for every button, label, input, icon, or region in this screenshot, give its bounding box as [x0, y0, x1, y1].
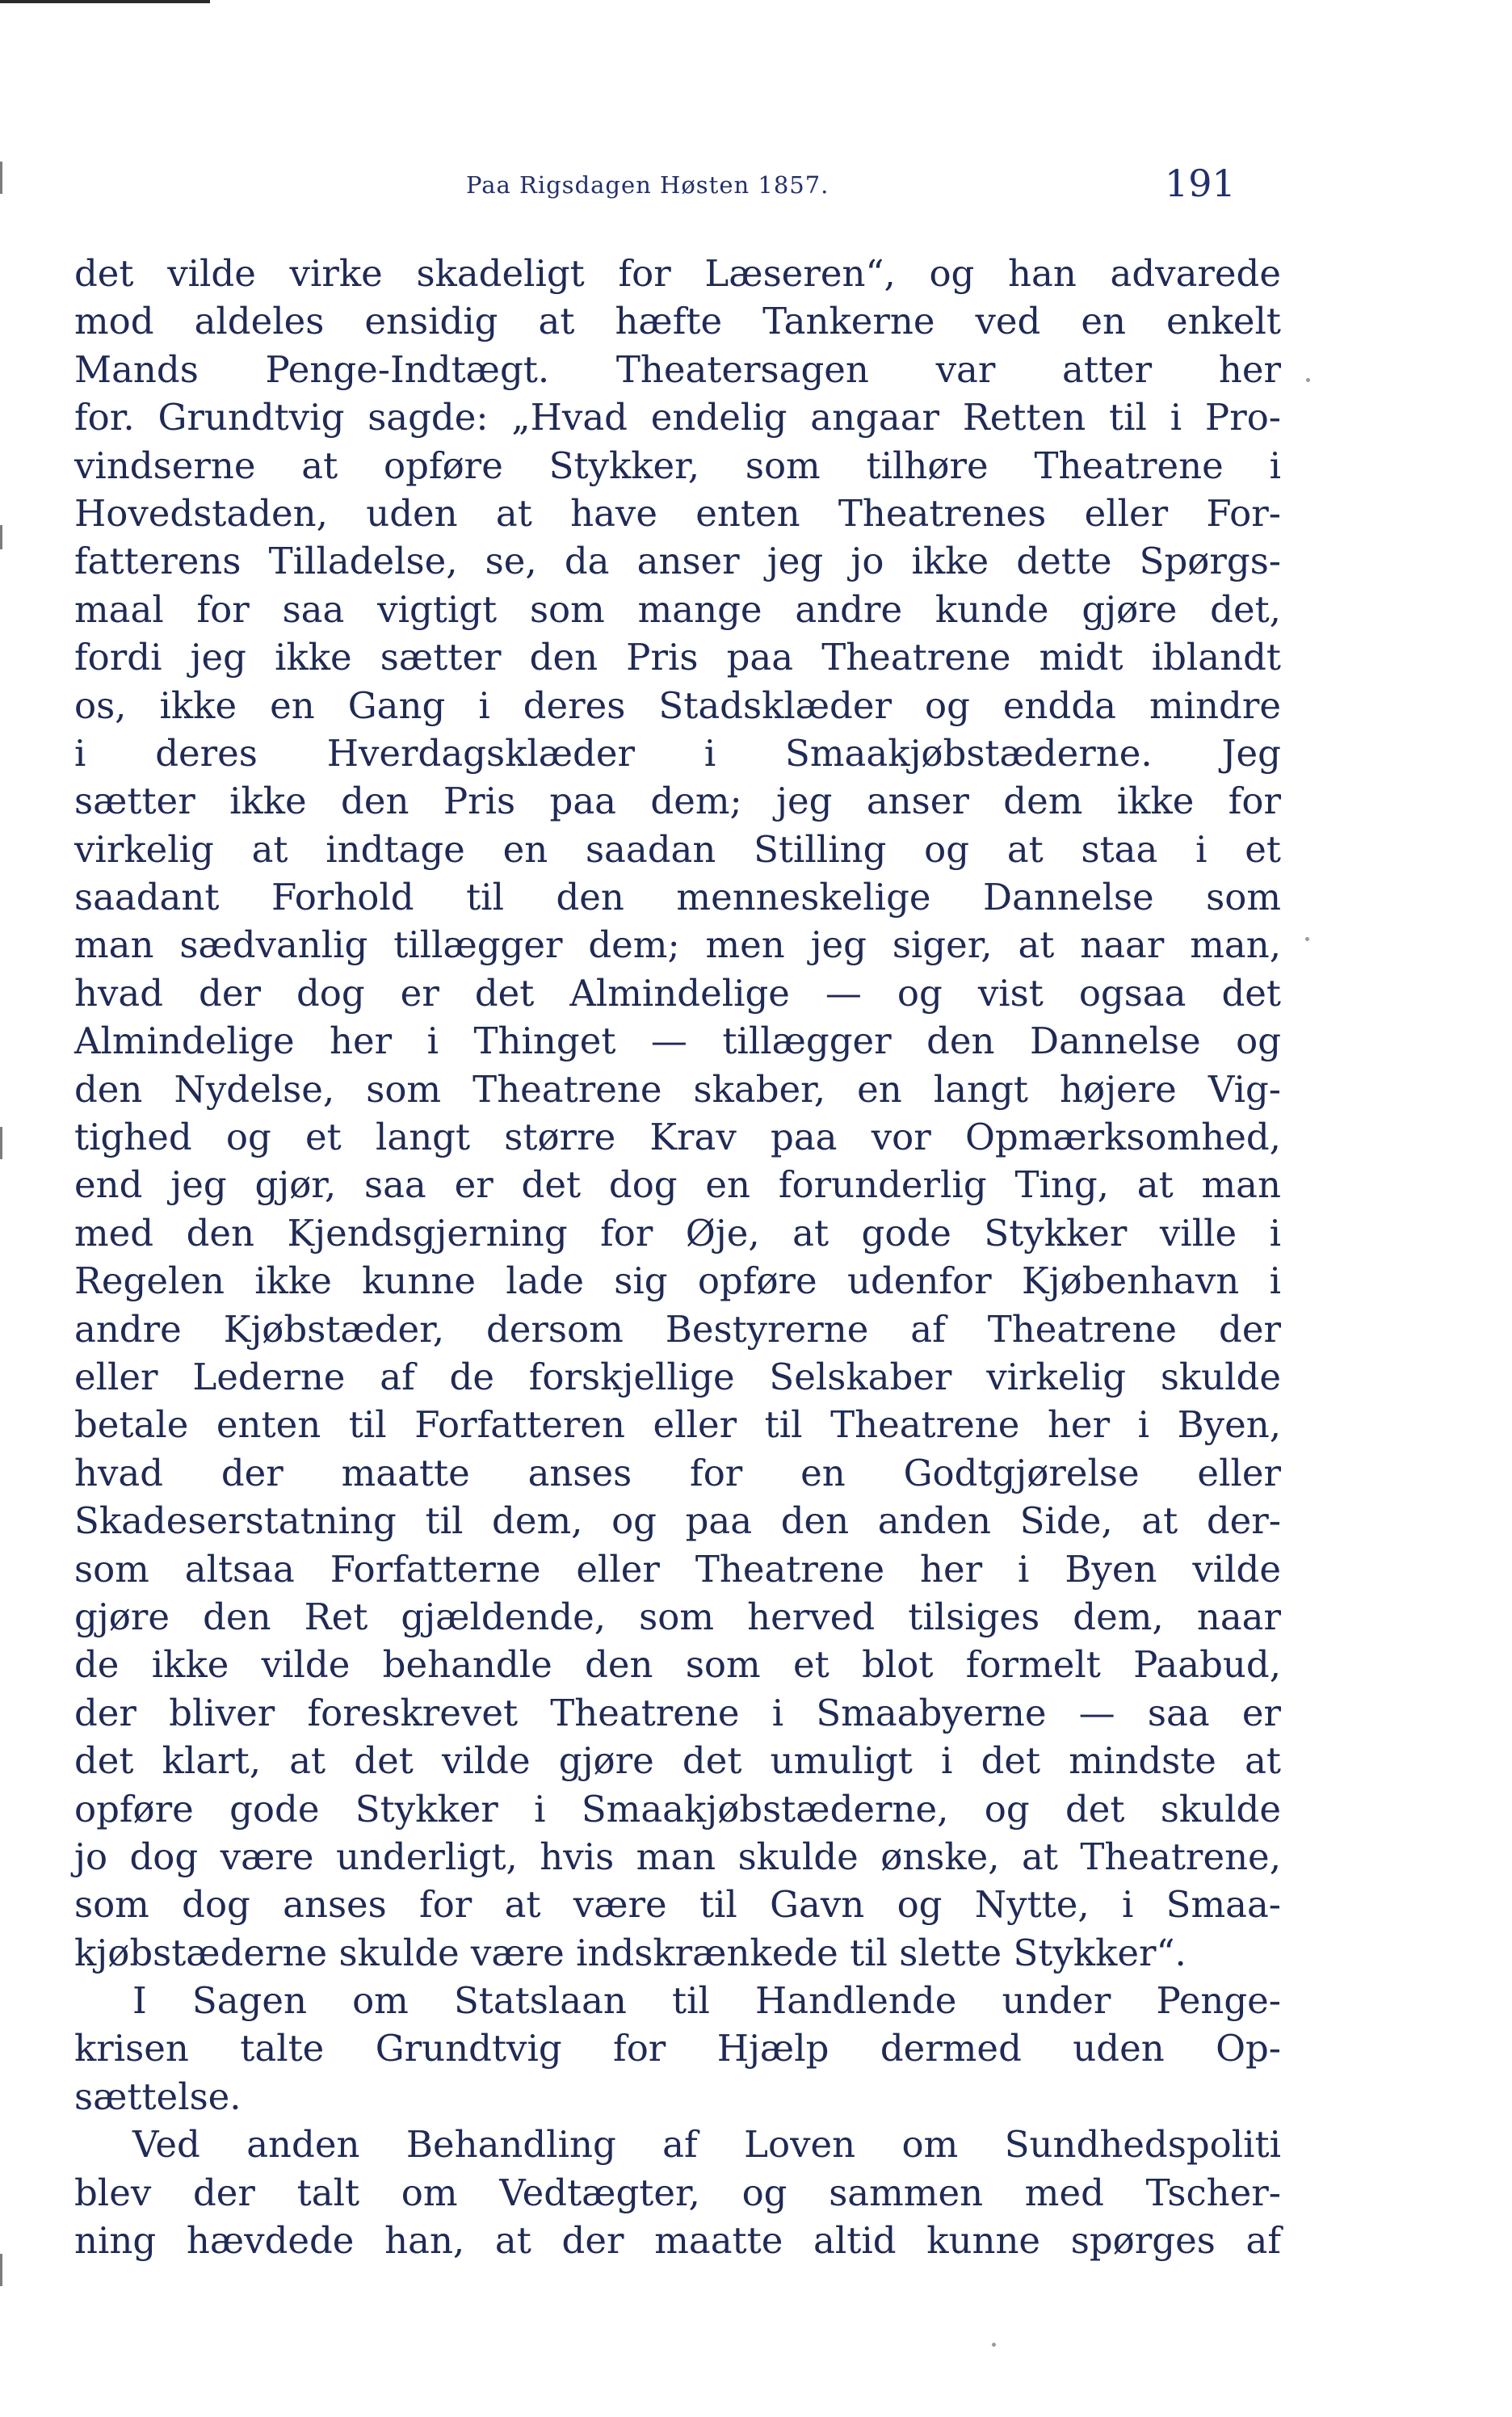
text-line: mod aldeles ensidig at hæfte Tankerne ved en enkelt	[74, 300, 1281, 343]
text-line: maal for saa vigtigt som mange andre kunde gjøre det,	[74, 587, 1281, 631]
text-line: med den Kjendsgjerning for Øje, at gode Stykker ville i	[74, 1211, 1281, 1255]
text-line: opføre gode Stykker i Smaakjøbstæderne, og det skulde	[74, 1787, 1281, 1831]
speck-dot	[992, 2343, 996, 2347]
text-line: kjøbstæderne skulde være indskrænkede til slette Stykker“.	[74, 1931, 1186, 1974]
text-line: som altsaa Forfatterne eller Theatrene her i Byen vilde	[74, 1547, 1281, 1591]
text-line: tighed og et langt større Krav paa vor Opmærksomhed,	[74, 1116, 1281, 1159]
text-line: andre Kjøbstæder, dersom Bestyrerne af Theatrene der	[74, 1307, 1281, 1351]
text-line: Almindelige her i Thinget — tillægger den Dannelse og	[74, 1019, 1281, 1063]
text-line: i deres Hverdagsklæder i Smaakjøbstæderne. Jeg	[74, 731, 1281, 775]
text-line: Ved anden Behandling af Loven om Sundhedspoliti	[132, 2123, 1281, 2167]
text-line: det vilde virke skadeligt for Læseren“, og han advarede	[74, 252, 1281, 295]
running-head: Paa Rigsdagen Høsten 1857.	[466, 171, 830, 199]
text-line: vindserne at opføre Stykker, som tilhøre Theatrene i	[74, 443, 1281, 487]
text-line: den Nydelse, som Theatrene skaber, en langt højere Vig-	[74, 1067, 1281, 1111]
corner-scan-mark	[0, 0, 210, 3]
text-line: ning hævdede han, at der maatte altid kunne spørges af	[74, 2219, 1281, 2263]
text-line: eller Lederne af de forskjellige Selskaber virkelig skulde	[74, 1355, 1281, 1398]
text-line: jo dog være underligt, hvis man skulde ønske, at Theatrene,	[74, 1835, 1281, 1878]
left-edge-mark	[0, 525, 2, 549]
text-line: fordi jeg ikke sætter den Pris paa Theatrene midt iblandt	[74, 636, 1281, 679]
text-line: virkelig at indtage en saadan Stilling og at staa i et	[74, 827, 1281, 871]
text-line: det klart, at det vilde gjøre det umuligt i det mindste at	[74, 1739, 1281, 1783]
page-number: 191	[1165, 162, 1236, 205]
text-line: end jeg gjør, saa er det dog en forunderlig Ting, at man	[74, 1163, 1281, 1207]
left-edge-mark	[0, 162, 2, 194]
text-line: sættelse.	[74, 2074, 242, 2118]
left-edge-mark	[0, 2254, 2, 2286]
text-line: fatterens Tilladelse, se, da anser jeg jo ikke dette Spørgs-	[74, 540, 1281, 583]
text-line: man sædvanlig tillægger dem; men jeg siger, at naar man,	[74, 923, 1281, 967]
text-line: Skadeserstatning til dem, og paa den anden Side, at der-	[74, 1499, 1281, 1543]
text-line: Mands Penge-Indtægt. Theatersagen var atter her	[74, 347, 1281, 391]
speck-dot	[1306, 378, 1310, 382]
text-line: os, ikke en Gang i deres Stadsklæder og endda mindre	[74, 683, 1281, 727]
page-header	[0, 155, 1512, 212]
text-line: som dog anses for at være til Gavn og Nytte, i Smaa-	[74, 1883, 1281, 1927]
text-line: gjøre den Ret gjældende, som herved tilsiges dem, naar	[74, 1595, 1281, 1638]
text-line: blev der talt om Vedtægter, og sammen med Tscher-	[74, 2171, 1281, 2214]
text-line: krisen talte Grundtvig for Hjælp dermed uden Op-	[74, 2027, 1281, 2070]
text-line: der bliver foreskrevet Theatrene i Smaabyerne — saa er	[74, 1691, 1281, 1734]
body-text	[74, 250, 1281, 2264]
text-line: de ikke vilde behandle den som et blot formelt Paabud,	[74, 1643, 1281, 1687]
speck-dot	[1305, 937, 1309, 941]
text-line: I Sagen om Statslaan til Handlende under Penge-	[132, 1979, 1281, 2023]
text-line: saadant Forhold til den menneskelige Dannelse som	[74, 876, 1281, 919]
text-line: hvad der dog er det Almindelige — og vist ogsaa det	[74, 971, 1281, 1015]
left-edge-mark	[0, 1127, 2, 1159]
text-line: Hovedstaden, uden at have enten Theatrenes eller For-	[74, 491, 1281, 535]
text-line: Regelen ikke kunne lade sig opføre udenfor Kjøbenhavn i	[74, 1259, 1281, 1303]
text-line: hvad der maatte anses for en Godtgjørelse eller	[74, 1451, 1281, 1494]
text-line: betale enten til Forfatteren eller til Theatrene her i Byen,	[74, 1403, 1281, 1447]
text-line: sætter ikke den Pris paa dem; jeg anser dem ikke for	[74, 780, 1281, 823]
text-line: for. Grundtvig sagde: „Hvad endelig angaar Retten til i Pro-	[74, 396, 1281, 439]
